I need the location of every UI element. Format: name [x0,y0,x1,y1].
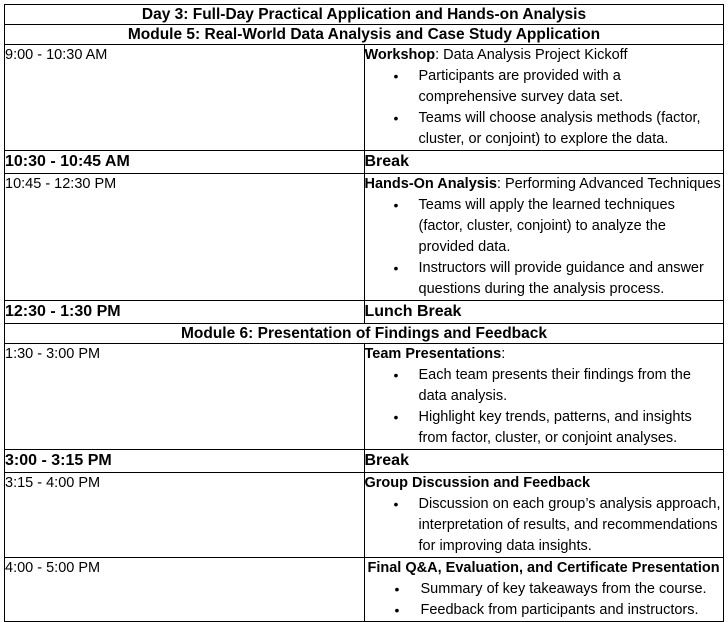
session-bullets [365,66,724,150]
list-item: • Teams will apply the learned techniques (factor, cluster, conjoint) to analyze the provided data. [365,195,724,258]
list-item: • Highlight key trends, patterns, and insights from factor, cluster, or conjoint analyses. [365,407,724,449]
session-time: 3:15 - 4:00 PM [5,473,365,558]
session-subtitle: : Data Analysis Project Kickoff [435,47,628,63]
table-row [5,174,724,301]
session-bullets [365,195,724,300]
session-heading [365,174,724,195]
session-bullets [365,579,724,621]
list-item: • Discussion on each group’s analysis approach, interpretation of results, and recommendations for improving data insights. [365,494,724,557]
session-subtitle: : [501,346,506,362]
session-heading [365,344,724,365]
session-time: 9:00 - 10:30 AM [5,45,365,151]
list-item: • Instructors will provide guidance and answer questions during the analysis process. [365,258,724,300]
session-heading [365,45,724,66]
session-details [364,558,724,622]
session-title: Group Discussion and Feedback [364,475,591,491]
list-item: • Teams will choose analysis methods (factor, cluster, or conjoint) to explore the data. [365,108,724,150]
list-item: • Summary of key takeaways from the course. [365,579,724,600]
list-item: • Each team presents their findings from the data analysis. [365,365,724,407]
session-title: Break [364,450,724,473]
session-bullets [365,365,724,449]
table-row [5,344,724,450]
day-title: Day 3: Full-Day Practical Application and Hands-on Analysis [5,5,724,25]
table-row [5,151,724,174]
session-title: Workshop [364,47,436,63]
session-title: Final Q&A, Evaluation, and Certificate Presentation [367,560,720,576]
session-title: Team Presentations [364,346,502,362]
list-item: • Feedback from participants and instructors. [365,600,724,621]
table-row [5,473,724,558]
module6-title-row [5,324,724,344]
session-details [364,45,724,151]
session-title: Break [364,151,724,174]
session-bullets [365,494,724,557]
session-title: Hands-On Analysis [364,176,497,192]
table-row [5,558,724,622]
list-item: • Participants are provided with a comprehensive survey data set. [365,66,724,108]
table-row [5,45,724,151]
session-time: 3:00 - 3:15 PM [5,450,365,473]
table-row [5,301,724,324]
schedule-table [4,4,724,622]
session-details [364,174,724,301]
session-time: 1:30 - 3:00 PM [5,344,365,450]
session-details [364,473,724,558]
module5-title: Module 5: Real-World Data Analysis and Case Study Application [5,25,724,45]
session-time: 10:45 - 12:30 PM [5,174,365,301]
session-time: 12:30 - 1:30 PM [5,301,365,324]
day-title-row [5,5,724,25]
table-row [5,450,724,473]
session-time: 10:30 - 10:45 AM [5,151,365,174]
module6-title: Module 6: Presentation of Findings and Feedback [5,324,724,344]
module5-title-row [5,25,724,45]
session-subtitle: : Performing Advanced Techniques [496,176,721,192]
session-time: 4:00 - 5:00 PM [5,558,365,622]
session-details [364,344,724,450]
session-title: Lunch Break [364,301,724,324]
